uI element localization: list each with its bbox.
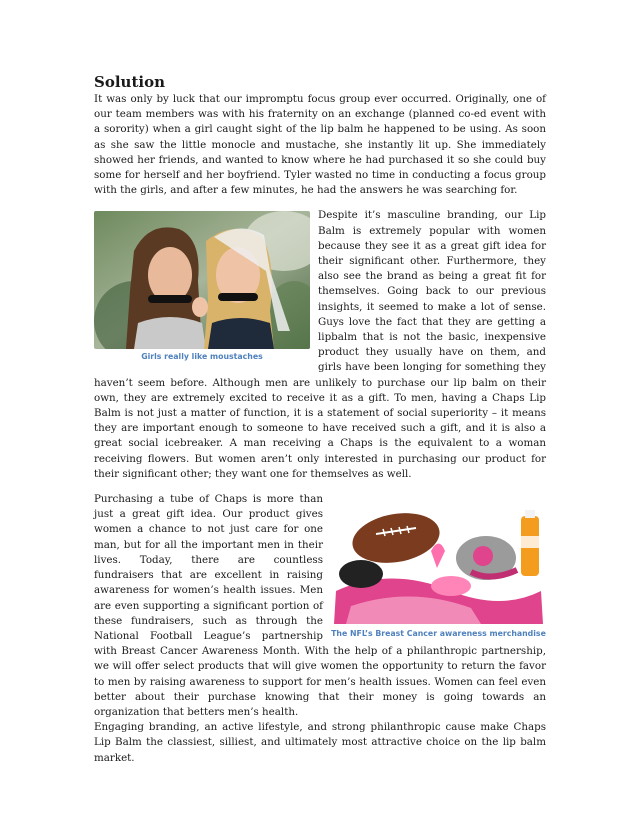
philanthropy-paragraph: Purchasing a tube of Chaps is more than just a great gift idea. Our product gives women a chance to not just care for one man, but for all the important men in their lives. Today, there are countless fundraisers that are excellent in raising awareness for women’s health issues. Men are even supporting a significant portion of these fundraisers, such as through the National Football League’s partnership with Breast Cancer Awareness Month. With the help of a philanthropic partnership, we will offer select products that will give women the opportunity to return the favor to men by raising awareness to support for men’s health issues. Women can feel even better about their purchase knowing that their money is going towards an organization that betters men’s health. [94,493,546,718]
document-page [94,72,546,766]
conclusion-paragraph: Engaging branding, an active lifestyle, and strong philanthropic cause make Chaps Lip Balm the classiest, silliest, and ultimately most attractive choice on the lip balm market. [94,721,546,764]
figure2-caption: The NFL’s Breast Cancer awareness merchandise [331,629,546,639]
intro-paragraph: It was only by luck that our impromptu focus group ever occurred. Originally, one of our team members was with his fraternity on an exchange (planned co-ed event with a sorority) when a girl caught sight of the lip balm he happened to be using. As soon as she saw the little monocle and mustache, she instantly lit up. She immediately showed her friends, and wanted to know where he had purchased it so she could buy some for herself and her boyfriend. Tyler wasted no time in conducting a focus group with the girls, and after a few minutes, he had the answers he was searching for. [94,93,546,197]
nfl-merchandise-figure [331,496,546,638]
nfl-merchandise-photo [331,496,546,626]
gift-paragraph: Despite it’s masculine branding, our Lip Balm is extremely popular with women because they see it as a great gift idea for their significant other. Furthermore, they also see the brand as being a great fit for themselves. Going back to our previous insights, it seemed to make a lot of sense. Guys love the fact that they are getting a lipbalm that is not the basic, inexpensive product they usually have on them, and girls have been longing for something they haven’t seem before. Although men are unlikely to purchase our lip balm on their own, they are extremely excited to receive it as a gift. To men, having a Chaps Lip Balm is not just a matter of function, it is a statement of social superiority – it means they are important enough to someone to have received such a gift, and it is also a great social icebreaker. A man receiving a Chaps is the equivalent to a woman receiving flowers. But women aren’t only interested in purchasing our product for their significant other; they want one for themselves as well. [94,209,546,480]
girls-photo-illustration [94,211,310,349]
girls-moustache-figure [94,211,310,361]
merchandise-illustration [331,496,546,626]
section-heading: Solution [94,73,165,91]
figure1-caption: Girls really like moustaches [141,352,263,362]
girls-moustache-photo [94,211,310,349]
